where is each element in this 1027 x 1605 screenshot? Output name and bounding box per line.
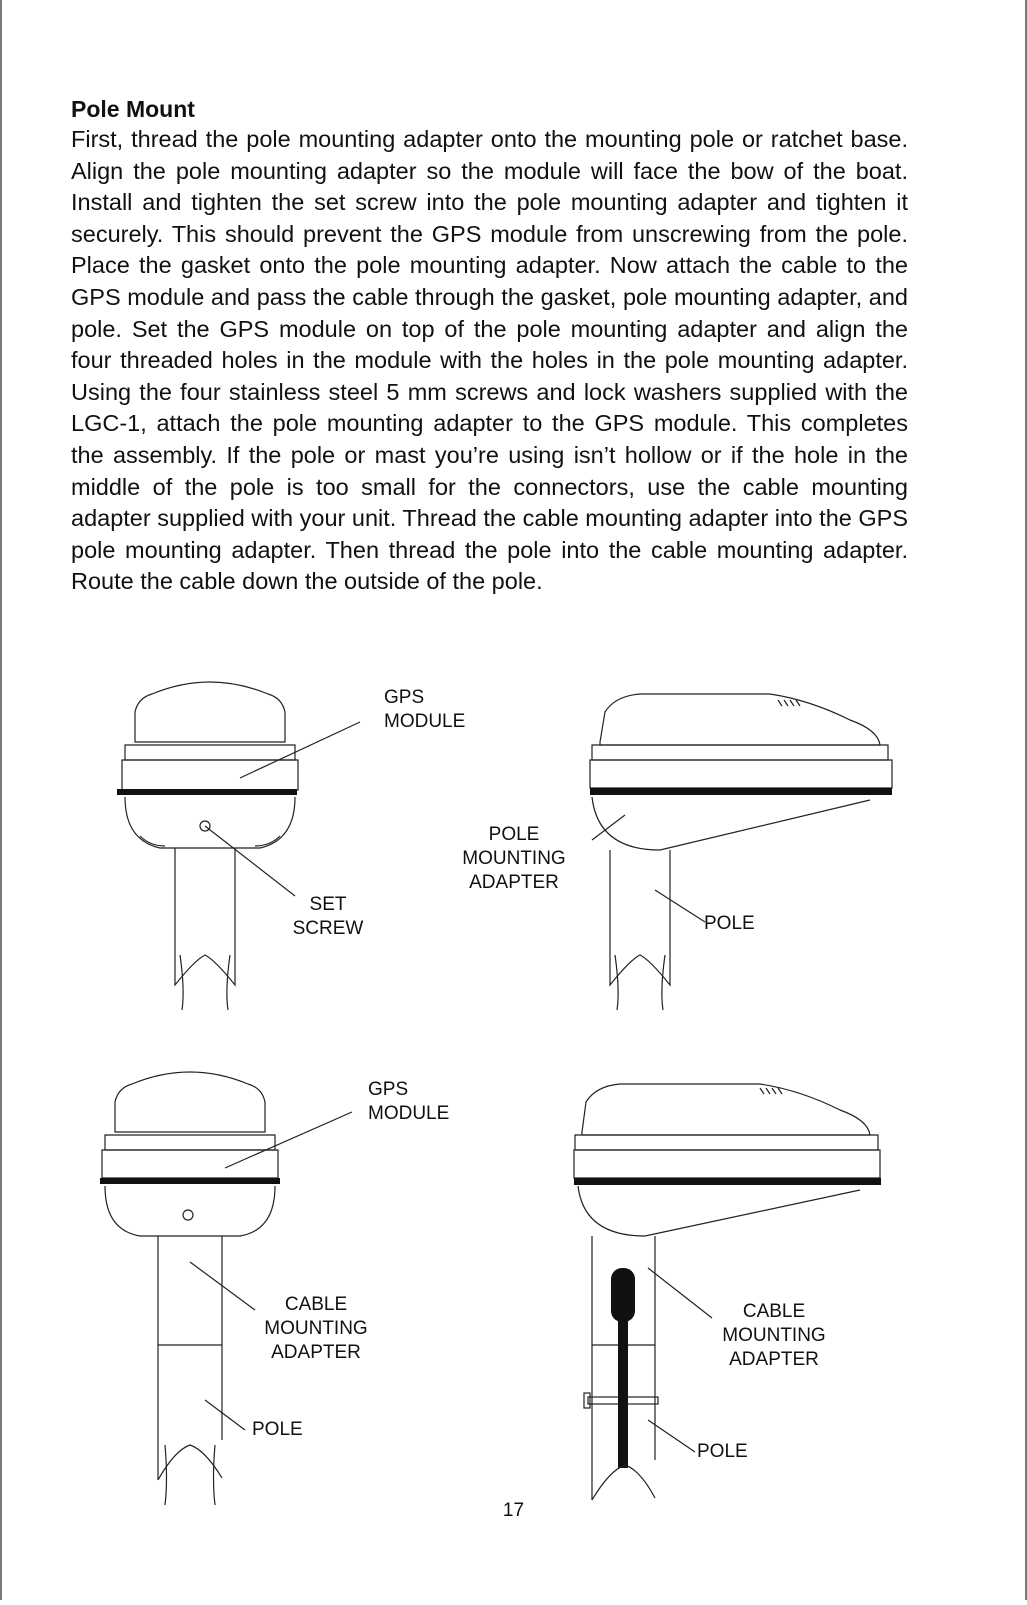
- label-set-screw: SET SCREW: [292, 894, 364, 939]
- page-edge-left: [0, 0, 2, 1600]
- pole-drawing: [175, 848, 235, 1010]
- label-pole-mounting-adapter: POLE MOUNTING ADAPTER: [462, 824, 566, 893]
- leader-pole-mounting-adapter: [592, 815, 625, 840]
- leader-gps-module: [240, 722, 360, 778]
- cable-side-pole-drawing: [584, 1236, 658, 1500]
- cable-adapter-and-pole-drawing: [158, 1236, 222, 1505]
- leader-pole-2: [205, 1400, 245, 1430]
- page-number: 17: [502, 1500, 525, 1521]
- leader-set-screw: [205, 826, 295, 896]
- label-pole-bottom-left: POLE: [252, 1419, 303, 1440]
- gps-module-side-drawing-2: [574, 1084, 881, 1236]
- gps-module-side-drawing: [590, 694, 892, 850]
- label-cable-mounting-adapter-left: CABLE MOUNTING ADAPTER: [264, 1294, 368, 1363]
- label-pole-bottom-right: POLE: [697, 1441, 748, 1462]
- body-paragraph: First, thread the pole mounting adapter onto the mounting pole or ratchet base. Align the pole mounting adapter so the module will face the bow of the boat. Install and tighten the set screw into the pole mounting adapter and tighten it securely. This should prevent the GPS module from unscrewing from the pole. Place the gasket onto the pole mounting adapter. Now attach the cable to the GPS module and pass the cable through the gasket, pole mounting adapter, and pole. Set the GPS module on top of the pole mounting adapter and align the four threaded holes in the module with the holes in the pole mounting adapter. Using the four stainless steel 5 mm screws and lock washers supplied with the LGC-1, attach the pole mounting adapter to the GPS module. This completes the assembly. If the pole or mast you’re using isn’t hollow or if the hole in the middle of the pole is too small for the connectors, use the cable mounting adapter supplied with your unit. Thread the cable mounting adapter into the GPS pole mounting adapter. Then thread the pole into the cable mounting adapter. Route the cable down the outside of the pole.: [71, 126, 908, 595]
- leader-cable-mounting-adapter: [190, 1262, 255, 1310]
- label-gps-module-top: GPS MODULE: [384, 687, 466, 732]
- leader-cable-mounting-adapter-2: [648, 1268, 712, 1318]
- label-pole-top-right: POLE: [704, 913, 755, 934]
- pole-side-drawing: [610, 850, 670, 1010]
- leader-pole: [655, 890, 705, 922]
- section-title: Pole Mount: [71, 96, 195, 122]
- label-cable-mounting-adapter-right: CABLE MOUNTING ADAPTER: [722, 1301, 826, 1370]
- leader-gps-module-2: [225, 1112, 352, 1168]
- leader-pole-3: [648, 1420, 695, 1452]
- gps-module-drawing: [117, 682, 298, 848]
- gps-module-drawing-2: [100, 1072, 280, 1236]
- label-gps-module-bottom: GPS MODULE: [368, 1079, 450, 1124]
